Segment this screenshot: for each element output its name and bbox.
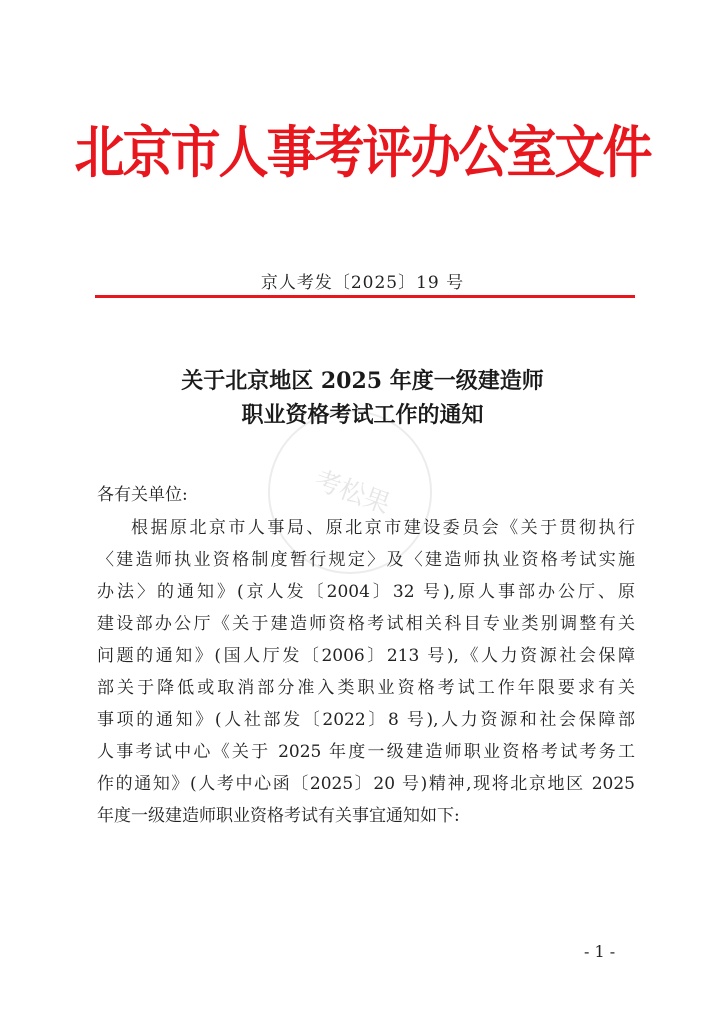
notice-title — [0, 364, 725, 432]
notice-title-line-2: 职业资格考试工作的通知 — [241, 402, 484, 428]
salutation: 各有关单位: — [97, 485, 188, 505]
red-divider-line — [95, 295, 635, 298]
body-line: 年度一级建造师职业资格考试有关事宜通知如下: — [97, 806, 460, 826]
document-number: 京人考发〔2025〕19 号 — [260, 273, 465, 293]
body-line: 人事考试中心《关于 2025 年度一级建造师职业资格考试考务工 — [97, 742, 635, 762]
document-masthead: 北京市人事考评办公室文件 — [74, 120, 651, 186]
body-line: 〈建造师执业资格制度暂行规定〉及〈建造师执业资格考试实施 — [97, 550, 635, 570]
body-paragraph — [97, 512, 635, 832]
body-line: 建设部办公厅《关于建造师资格考试相关科目专业类别调整有关 — [97, 614, 635, 634]
body-line: 作的通知》(人考中心函〔2025〕20 号)精神,现将北京地区 2025 — [97, 774, 635, 794]
body-line: 部关于降低或取消部分准入类职业资格考试工作年限要求有关 — [97, 678, 635, 698]
notice-title-line-1: 关于北京地区 2025 年度一级建造师 — [181, 368, 544, 394]
page-number: - 1 - — [584, 942, 616, 961]
body-line: 办法〉的通知》(京人发〔2004〕32 号),原人事部办公厅、原 — [97, 582, 635, 602]
body-line: 事项的通知》(人社部发〔2022〕8 号),人力资源和社会保障部 — [97, 710, 635, 730]
body-line: 问题的通知》(国人厅发〔2006〕213 号),《人力资源社会保障 — [97, 646, 635, 666]
body-line: 根据原北京市人事局、原北京市建设委员会《关于贯彻执行 — [131, 518, 635, 538]
watermark-text: 考松果 — [310, 465, 394, 521]
